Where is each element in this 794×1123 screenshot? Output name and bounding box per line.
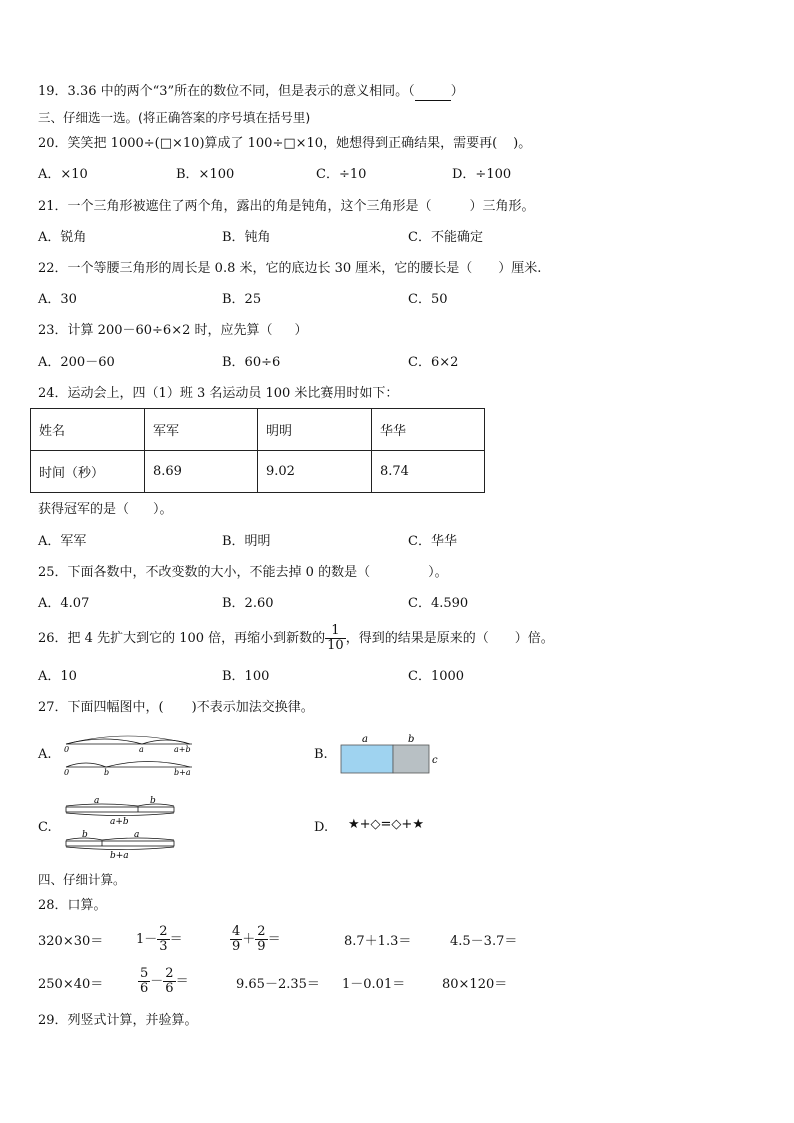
numerator: 1 xyxy=(325,624,346,639)
question-25-text: 25．下面各数中，不改变数的大小，不能去掉 0 的数是（ xyxy=(38,565,371,580)
fraction xyxy=(138,967,150,996)
table-cell: 9.02 xyxy=(258,451,372,493)
fraction xyxy=(163,967,175,996)
fraction xyxy=(325,624,346,653)
question-24-after-end: ）。 xyxy=(153,502,173,517)
question-19-text: 19．3.36 中的两个“3”所在的数位不同，但是表示的意义相同。（ xyxy=(38,84,415,99)
brace xyxy=(66,847,174,850)
calc-item: 250×40＝ xyxy=(38,977,104,992)
calc-item: 4.5－3.7＝ xyxy=(450,934,518,949)
denominator: 3 xyxy=(159,939,168,954)
numerator: 2 xyxy=(159,924,168,939)
segment-label: b xyxy=(408,734,415,745)
tick-label: 0 xyxy=(64,745,70,754)
segment-bar xyxy=(66,807,174,812)
denominator: 6 xyxy=(140,981,149,996)
question-19-end: ） xyxy=(450,84,464,99)
option-c[interactable]: C．4.590 xyxy=(408,596,469,611)
calc-text: ＝ xyxy=(267,932,281,947)
option-c[interactable]: C．6×2 xyxy=(408,355,459,370)
table-cell: 姓名 xyxy=(31,409,145,451)
question-26 xyxy=(38,622,554,656)
question-21-end: ）三角形。 xyxy=(469,199,535,214)
segment-label: b+a xyxy=(110,851,129,861)
option-b[interactable]: B．×100 xyxy=(176,167,235,182)
calc-text: ＝ xyxy=(175,974,189,989)
question-22-end: ）厘米. xyxy=(498,261,542,276)
table-cell: 8.74 xyxy=(372,451,485,493)
height-label: c xyxy=(432,755,438,766)
segment-label: b xyxy=(150,796,156,806)
question-26-end: ）倍。 xyxy=(514,631,554,646)
option-d[interactable]: D．÷100 xyxy=(452,167,512,182)
calc-text: 1－ xyxy=(136,932,158,947)
numerator: 5 xyxy=(140,966,149,981)
fraction xyxy=(230,925,242,954)
question-20-text: 20．笑笑把 1000÷(□×10)算成了 100÷□×10，她想得到正确结果，需要再( xyxy=(38,136,498,151)
jump-arc xyxy=(66,763,106,767)
calc-item xyxy=(138,964,189,1000)
option-b[interactable]: B．60÷6 xyxy=(222,355,281,370)
fraction xyxy=(255,925,267,954)
section-4-heading: 四、仔细计算。 xyxy=(38,872,126,887)
question-25 xyxy=(38,565,448,581)
segment-label: a xyxy=(94,796,100,806)
calc-item: 8.7＋1.3＝ xyxy=(344,934,412,949)
tick-label: a+b xyxy=(174,745,191,754)
table-row xyxy=(31,451,485,493)
option-b[interactable]: B．25 xyxy=(222,292,262,307)
question-29: 29．列竖式计算，并验算。 xyxy=(38,1013,198,1028)
tick-label: a xyxy=(139,745,144,754)
table-cell: 8.69 xyxy=(145,451,258,493)
calc-item: 1－0.01＝ xyxy=(342,977,406,992)
rectangle-diagram-b xyxy=(336,732,446,776)
segment-diagram-c xyxy=(62,792,182,862)
denominator: 9 xyxy=(232,939,241,954)
option-a[interactable]: A．军军 xyxy=(38,534,87,549)
question-20 xyxy=(38,136,531,152)
blue-block xyxy=(341,745,393,773)
fraction xyxy=(157,925,169,954)
option-c-label[interactable]: C. xyxy=(38,820,52,835)
calc-item xyxy=(230,922,281,958)
question-27-end: )不表示加法交换律。 xyxy=(191,700,314,715)
option-b[interactable]: B．钝角 xyxy=(222,230,271,245)
tick-label: b+a xyxy=(174,768,191,777)
calc-item xyxy=(136,922,183,958)
numerator: 2 xyxy=(165,966,174,981)
option-a[interactable]: A．4.07 xyxy=(38,596,90,611)
denominator: 10 xyxy=(327,638,344,653)
numerator: 4 xyxy=(232,924,241,939)
segment-label: b xyxy=(82,830,88,840)
calc-text: ＋ xyxy=(242,932,256,947)
calc-item: 80×120＝ xyxy=(442,977,508,992)
jump-arc xyxy=(106,762,190,768)
table-cell: 明明 xyxy=(258,409,372,451)
question-24-after: 获得冠军的是（ xyxy=(38,502,130,517)
option-c[interactable]: C．1000 xyxy=(408,669,465,684)
tick-label: b xyxy=(104,768,110,777)
option-a[interactable]: A．200－60 xyxy=(38,355,115,370)
answer-blank[interactable] xyxy=(415,84,451,101)
brace xyxy=(66,813,174,816)
question-20-end: )。 xyxy=(513,136,532,151)
denominator: 9 xyxy=(257,939,266,954)
option-c[interactable]: C．÷10 xyxy=(316,167,367,182)
calc-item: 320×30＝ xyxy=(38,934,104,949)
option-a[interactable]: A．10 xyxy=(38,669,77,684)
option-c[interactable]: C．不能确定 xyxy=(408,230,483,245)
question-27 xyxy=(38,700,314,716)
option-a[interactable]: A．30 xyxy=(38,292,77,307)
option-d-label[interactable]: D. xyxy=(314,820,329,835)
question-24-prompt xyxy=(38,502,173,518)
question-23 xyxy=(38,323,308,339)
question-25-end: ）。 xyxy=(428,565,448,580)
table-cell: 华华 xyxy=(372,409,485,451)
option-b[interactable]: B．100 xyxy=(222,669,270,684)
gray-block xyxy=(393,745,429,773)
question-26-pre: 26．把 4 先扩大到它的 100 倍，再缩小到新数的 xyxy=(38,631,326,646)
option-c[interactable]: C．华华 xyxy=(408,534,457,549)
question-26-post: ，得到的结果是原来的（ xyxy=(345,631,489,646)
calc-text: ＝ xyxy=(169,932,183,947)
table-cell: 时间（秒） xyxy=(31,451,145,493)
section-3-heading: 三、仔细选一选。(将正确答案的序号填在括号里) xyxy=(38,110,311,125)
numerator: 2 xyxy=(257,924,266,939)
segment-label: a+b xyxy=(110,817,129,827)
question-24: 24．运动会上，四（1）班 3 名运动员 100 米比赛用时如下： xyxy=(38,386,399,401)
table-row xyxy=(31,409,485,451)
option-b[interactable]: B．明明 xyxy=(222,534,271,549)
option-c[interactable]: C．50 xyxy=(408,292,448,307)
segment-bar xyxy=(66,841,174,846)
question-23-text: 23．计算 200－60÷6×2 时，应先算（ xyxy=(38,323,273,338)
star-diamond-equation: ★+◇=◇+★ xyxy=(348,817,424,832)
segment-label: a xyxy=(362,734,368,745)
question-21 xyxy=(38,199,535,215)
option-a[interactable]: A．锐角 xyxy=(38,230,87,245)
option-a[interactable]: A．×10 xyxy=(38,167,88,182)
question-22-text: 22．一个等腰三角形的周长是 0.8 米，它的底边长 30 厘米，它的腰长是（ xyxy=(38,261,473,276)
option-b-label[interactable]: B. xyxy=(314,747,328,762)
tick-label: 0 xyxy=(64,768,70,777)
calc-item: 9.65－2.35＝ xyxy=(236,977,320,992)
question-19 xyxy=(38,84,464,101)
jump-arc xyxy=(66,736,190,744)
option-b[interactable]: B．2.60 xyxy=(222,596,274,611)
number-line-diagram-a xyxy=(60,732,200,778)
denominator: 6 xyxy=(165,981,174,996)
question-28-title: 28．口算。 xyxy=(38,898,107,913)
segment-label: a xyxy=(134,830,140,840)
question-21-text: 21．一个三角形被遮住了两个角，露出的角是钝角，这个三角形是（ xyxy=(38,199,432,214)
question-23-end: ） xyxy=(294,323,308,338)
table-cell: 军军 xyxy=(145,409,258,451)
question-22 xyxy=(38,261,541,277)
option-a-label[interactable]: A. xyxy=(38,747,52,762)
question-27-text: 27．下面四幅图中，( xyxy=(38,700,164,715)
brace xyxy=(66,804,174,806)
calc-text: － xyxy=(150,974,164,989)
race-time-table xyxy=(30,408,485,493)
